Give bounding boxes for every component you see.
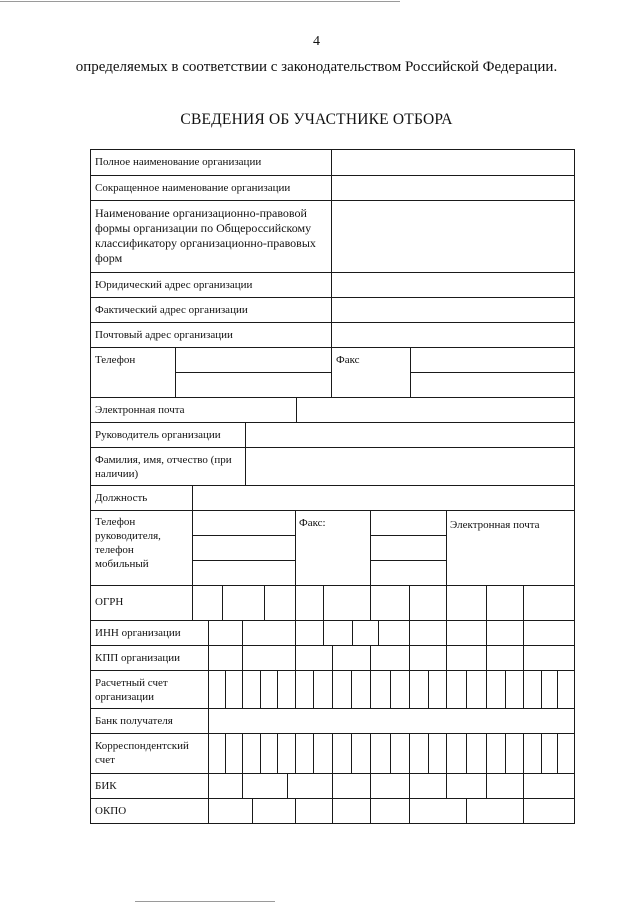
digit-cell-divider: [277, 733, 278, 773]
digit-cell-divider: [242, 645, 243, 670]
digit-cell-divider: [523, 733, 524, 773]
digit-cell-divider: [295, 585, 296, 620]
digit-cell-divider: [409, 773, 410, 798]
label-bank: Банк получателя: [95, 715, 173, 727]
digit-cell-divider: [486, 620, 487, 645]
digit-cell-divider: [222, 585, 223, 620]
digit-cell-divider: [192, 585, 193, 620]
table-rule: [410, 372, 575, 373]
table-rule: [90, 347, 575, 348]
label-bik: БИК: [95, 780, 117, 792]
digit-cell-divider: [313, 670, 314, 708]
table-rule: [90, 510, 575, 511]
digit-cell-divider: [486, 773, 487, 798]
digit-cell-divider: [486, 733, 487, 773]
table-rule: [90, 823, 575, 824]
label-short-name: Сокращенное наименование организации: [95, 182, 291, 194]
digit-cell-divider: [486, 645, 487, 670]
digit-cell-divider: [225, 733, 226, 773]
table-border-left: [90, 149, 91, 823]
label-okpo: ОКПО: [95, 805, 127, 817]
label-inn: ИНН организации: [95, 627, 181, 639]
digit-cell-divider: [323, 585, 324, 620]
digit-cell-divider: [428, 670, 429, 708]
table-rule: [90, 297, 575, 298]
label-legal-address: Юридический адрес организации: [95, 279, 253, 291]
digit-cell-divider: [208, 798, 209, 823]
table-rule: [90, 708, 575, 709]
column-divider: [446, 510, 447, 585]
digit-cell-divider: [242, 733, 243, 773]
column-divider: [192, 510, 193, 585]
table-rule: [90, 485, 575, 486]
digit-cell-divider: [557, 670, 558, 708]
digit-cell-divider: [446, 645, 447, 670]
digit-cell-divider: [446, 773, 447, 798]
digit-cell-divider: [277, 670, 278, 708]
digit-cell-divider: [390, 733, 391, 773]
page-number: 4: [313, 34, 320, 49]
label-fio: Фамилия, имя, отчество (при наличии): [95, 454, 232, 480]
table-rule: [90, 585, 575, 586]
digit-cell-divider: [428, 733, 429, 773]
label-position: Должность: [95, 492, 148, 504]
digit-cell-divider: [352, 620, 353, 645]
digit-cell-divider: [486, 670, 487, 708]
scan-edge-top: [0, 1, 400, 2]
column-divider: [296, 397, 297, 422]
digit-cell-divider: [446, 733, 447, 773]
table-rule: [90, 322, 575, 323]
digit-cell-divider: [323, 620, 324, 645]
digit-cell-divider: [541, 670, 542, 708]
table-rule: [370, 535, 446, 536]
column-divider: [192, 485, 193, 510]
table-border-right: [574, 149, 575, 823]
digit-cell-divider: [486, 585, 487, 620]
column-divider: [370, 510, 371, 585]
column-divider: [331, 149, 332, 347]
digit-cell-divider: [523, 798, 524, 823]
digit-cell-divider: [260, 733, 261, 773]
label-head-phone: Телефон руководителя, телефон мобильный: [95, 516, 161, 570]
digit-cell-divider: [541, 733, 542, 773]
table-rule: [90, 620, 575, 621]
digit-cell-divider: [295, 670, 296, 708]
digit-cell-divider: [523, 645, 524, 670]
label-head: Руководитель организации: [95, 429, 221, 441]
digit-cell-divider: [242, 620, 243, 645]
digit-cell-divider: [370, 733, 371, 773]
digit-cell-divider: [466, 798, 467, 823]
digit-cell-divider: [295, 620, 296, 645]
digit-cell-divider: [260, 670, 261, 708]
digit-cell-divider: [208, 670, 209, 708]
digit-cell-divider: [378, 620, 379, 645]
table-rule: [90, 272, 575, 273]
digit-cell-divider: [370, 798, 371, 823]
digit-cell-divider: [446, 620, 447, 645]
digit-cell-divider: [208, 773, 209, 798]
table-rule: [90, 200, 575, 201]
digit-cell-divider: [242, 670, 243, 708]
digit-cell-divider: [390, 670, 391, 708]
label-full-name: Полное наименование организации: [95, 156, 262, 168]
digit-cell-divider: [409, 670, 410, 708]
column-divider: [410, 347, 411, 397]
digit-cell-divider: [351, 733, 352, 773]
digit-cell-divider: [208, 620, 209, 645]
digit-cell-divider: [409, 585, 410, 620]
column-divider: [208, 708, 209, 733]
digit-cell-divider: [505, 670, 506, 708]
column-divider: [331, 347, 332, 397]
digit-cell-divider: [332, 645, 333, 670]
table-rule: [90, 175, 575, 176]
digit-cell-divider: [264, 585, 265, 620]
label-head-email: Электронная почта: [450, 519, 540, 531]
digit-cell-divider: [208, 645, 209, 670]
label-phone: Телефон: [95, 354, 136, 366]
form-title: СВЕДЕНИЯ ОБ УЧАСТНИКЕ ОТБОРА: [180, 111, 453, 128]
digit-cell-divider: [505, 733, 506, 773]
digit-cell-divider: [370, 585, 371, 620]
table-rule: [90, 397, 575, 398]
digit-cell-divider: [446, 670, 447, 708]
digit-cell-divider: [332, 670, 333, 708]
label-actual-address: Фактический адрес организации: [95, 304, 248, 316]
label-corr-account: Корреспондентский счет: [95, 740, 189, 766]
table-rule: [192, 535, 295, 536]
label-ogrn: ОГРН: [95, 596, 124, 608]
intro-text: определяемых в соответствии с законодательством Российской Федерации.: [75, 59, 558, 75]
table-rule: [175, 372, 331, 373]
table-rule: [370, 560, 446, 561]
digit-cell-divider: [295, 645, 296, 670]
label-account: Расчетный счет организации: [95, 677, 168, 703]
label-postal-address: Почтовый адрес организации: [95, 329, 233, 341]
digit-cell-divider: [208, 733, 209, 773]
digit-cell-divider: [446, 585, 447, 620]
table-rule: [90, 447, 575, 448]
digit-cell-divider: [332, 798, 333, 823]
digit-cell-divider: [466, 670, 467, 708]
digit-cell-divider: [287, 773, 288, 798]
digit-cell-divider: [332, 733, 333, 773]
digit-cell-divider: [252, 798, 253, 823]
digit-cell-divider: [313, 733, 314, 773]
label-legal-form: Наименование организационно-правовой формы организации по Общероссийскому классификатору организационно-правовых форм: [95, 206, 316, 265]
label-kpp: КПП организации: [95, 652, 181, 664]
digit-cell-divider: [409, 798, 410, 823]
digit-cell-divider: [409, 620, 410, 645]
digit-cell-divider: [523, 620, 524, 645]
column-divider: [245, 422, 246, 485]
scan-edge-bottom: [135, 901, 275, 902]
label-email: Электронная почта: [95, 404, 185, 416]
digit-cell-divider: [409, 645, 410, 670]
label-head-fax: Факс:: [299, 517, 326, 529]
digit-cell-divider: [523, 670, 524, 708]
digit-cell-divider: [466, 733, 467, 773]
digit-cell-divider: [370, 670, 371, 708]
digit-cell-divider: [523, 773, 524, 798]
digit-cell-divider: [557, 733, 558, 773]
digit-cell-divider: [351, 670, 352, 708]
table-rule: [90, 149, 575, 150]
digit-cell-divider: [409, 733, 410, 773]
digit-cell-divider: [225, 670, 226, 708]
table-rule: [192, 560, 295, 561]
table-rule: [90, 422, 575, 423]
label-fax: Факс: [336, 354, 360, 366]
digit-cell-divider: [523, 585, 524, 620]
digit-cell-divider: [332, 773, 333, 798]
column-divider: [175, 347, 176, 397]
digit-cell-divider: [370, 645, 371, 670]
digit-cell-divider: [370, 773, 371, 798]
digit-cell-divider: [295, 798, 296, 823]
digit-cell-divider: [295, 733, 296, 773]
column-divider: [295, 510, 296, 585]
digit-cell-divider: [242, 773, 243, 798]
